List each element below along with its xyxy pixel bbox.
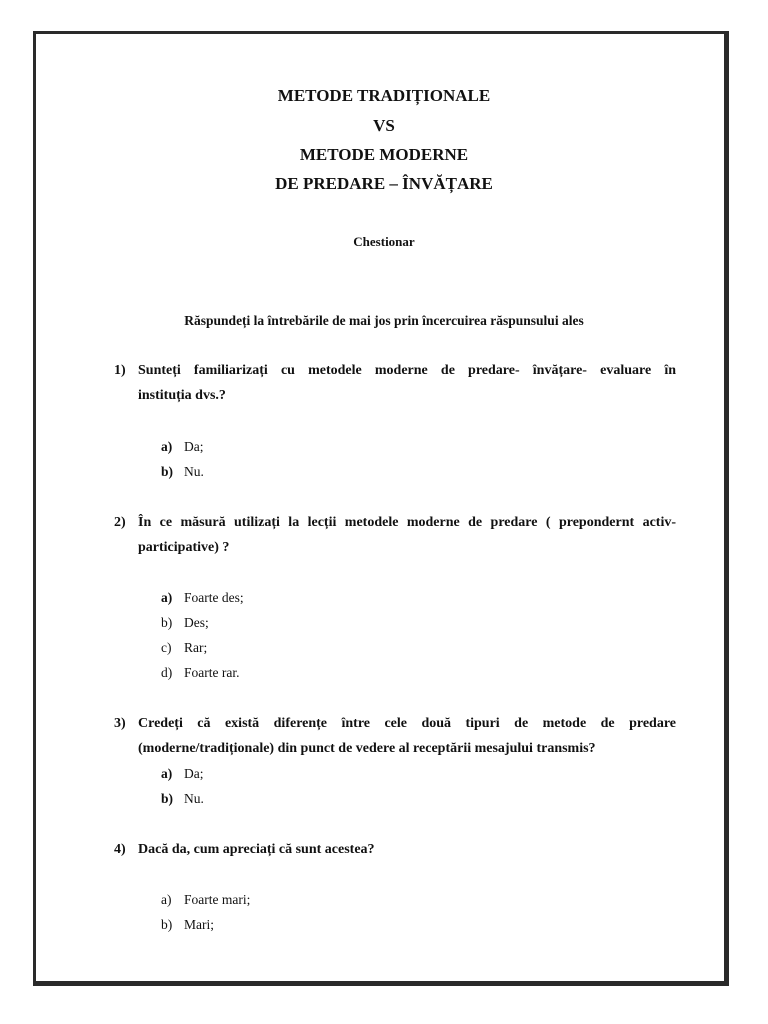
question-2-option-c-text: Rar; xyxy=(184,640,208,655)
question-3-text-line-2: (moderne/tradiționale) din punct de vedere al receptării mesajului transmis? xyxy=(138,741,596,756)
question-2-number: 2) xyxy=(114,515,126,530)
title-line-4: DE PREDARE – ÎNVĂȚARE xyxy=(275,174,493,193)
question-3-option-b-letter: b) xyxy=(161,791,174,806)
question-4-option-a-text: Foarte mari; xyxy=(184,892,251,907)
question-2-option-b-text: Des; xyxy=(184,615,209,630)
question-2-option-a-text: Foarte des; xyxy=(184,590,244,605)
instruction-text: Răspundeți la întrebările de mai jos prin încercuirea răspunsului ales xyxy=(184,313,584,328)
question-1-option-a-text: Da; xyxy=(184,439,204,454)
question-1-text-line-2: instituția dvs.? xyxy=(138,388,226,403)
document-subtitle: Chestionar xyxy=(353,234,415,249)
question-1-number: 1) xyxy=(114,363,126,378)
question-3-option-a-text: Da; xyxy=(184,766,204,781)
question-4-option-b-letter: b) xyxy=(161,917,173,932)
question-1-option-a-letter: a) xyxy=(161,439,173,454)
question-1-option-b-text: Nu. xyxy=(184,464,204,479)
question-3-number: 3) xyxy=(114,716,126,731)
question-2-text-line-1: În ce măsură utilizați la lecții metodele moderne de predare ( prepondernt activ- xyxy=(138,515,676,530)
question-2-option-b-letter: b) xyxy=(161,615,173,630)
question-2-option-a-letter: a) xyxy=(161,590,173,605)
question-2-text-line-2: participative) ? xyxy=(138,540,230,555)
question-4-option-b-text: Mari; xyxy=(184,917,214,932)
question-3-option-a-letter: a) xyxy=(161,766,173,781)
question-2-option-d-letter: d) xyxy=(161,665,173,680)
question-1-option-b-letter: b) xyxy=(161,464,174,479)
question-4-option-a-letter: a) xyxy=(161,892,172,907)
title-line-2: VS xyxy=(373,116,395,135)
question-4-text-line-1: Dacă da, cum apreciați că sunt acestea? xyxy=(138,842,375,857)
title-line-3: METODE MODERNE xyxy=(299,145,469,164)
question-1-text-line-1: Sunteți familiarizați cu metodele moderne de predare- învățare- evaluare în xyxy=(138,363,676,378)
question-2-option-d-text: Foarte rar. xyxy=(184,665,240,680)
title-line-1: METODE TRADIȚIONALE xyxy=(277,86,491,105)
question-2-option-c-letter: c) xyxy=(161,640,172,655)
question-3-text-line-1: Credeți că există diferențe între cele două tipuri de metode de predare xyxy=(138,716,676,731)
question-3-option-b-text: Nu. xyxy=(184,791,204,806)
question-4-number: 4) xyxy=(114,842,126,857)
